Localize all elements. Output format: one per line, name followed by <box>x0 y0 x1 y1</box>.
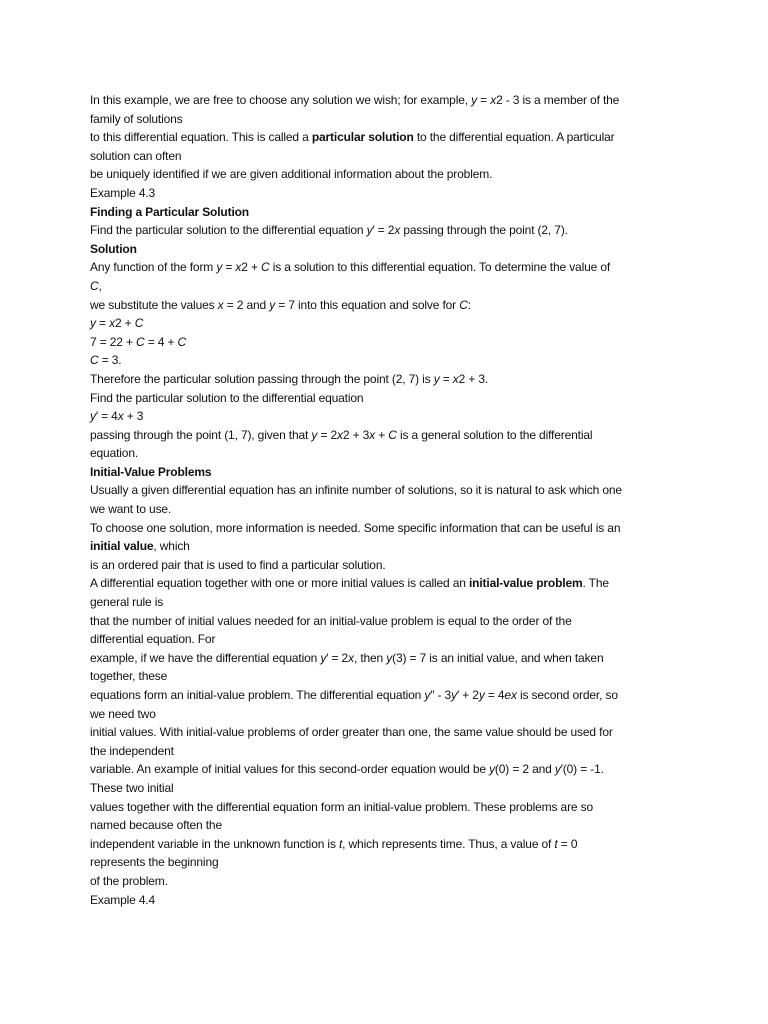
text-run: is second order, so <box>516 688 618 702</box>
text-run: = 4 <box>484 688 505 702</box>
text-run: Usually a given differential equation has an infinite number of solutions, so it is natural to ask which one <box>90 483 622 498</box>
italic-text: y <box>386 650 393 665</box>
text-line <box>90 203 678 222</box>
text-line <box>90 612 678 631</box>
italic-text: t <box>554 836 558 851</box>
italic-text: C <box>388 427 397 442</box>
text-line <box>90 277 678 296</box>
text-line <box>90 463 678 482</box>
text-line <box>90 110 678 129</box>
text-line <box>90 686 678 705</box>
text-run: = <box>95 316 110 331</box>
text-run: be uniquely identified if we are given additional information about the problem. <box>90 167 493 182</box>
text-run: represents the beginning <box>90 855 219 870</box>
text-run: = <box>476 93 491 107</box>
italic-text: x <box>217 297 224 312</box>
text-line <box>90 891 678 910</box>
text-line <box>90 779 678 798</box>
italic-text: C <box>136 334 145 349</box>
italic-text: y <box>311 427 318 442</box>
text-line <box>90 240 678 259</box>
text-line <box>90 165 678 184</box>
text-run: , which represents time. Thus, a value of <box>342 836 555 851</box>
text-run: To choose one solution, more information is needed. Some specific information that can be useful is an <box>90 520 621 535</box>
text-run: = 3. <box>98 353 122 368</box>
text-run: is a general solution to the differential <box>396 427 593 442</box>
italic-text: x <box>369 427 376 442</box>
bold-text: initial-value problem <box>468 576 583 591</box>
text-run: solution can often <box>90 148 182 163</box>
text-run: general rule is <box>90 595 164 610</box>
text-run: . The <box>582 576 609 591</box>
text-run: = 2 and <box>223 297 270 312</box>
text-run: to this differential equation. This is called a <box>90 130 312 145</box>
text-run: 2 + <box>114 316 135 331</box>
text-run: initial values. With initial-value problems of order greater than one, the same value should be used for <box>90 725 613 740</box>
italic-text: y <box>478 688 485 702</box>
text-run: + <box>375 427 389 442</box>
text-run: = <box>222 260 236 275</box>
text-run: is a solution to this differential equation. To determine the value of <box>269 260 611 275</box>
italic-text: y <box>433 371 440 386</box>
text-run: 7 = 22 + <box>90 334 137 349</box>
italic-text: x <box>117 409 124 424</box>
italic-text: x <box>109 316 115 331</box>
text-run: together, these <box>90 669 168 684</box>
italic-text: ex <box>504 688 517 702</box>
text-line <box>90 426 678 445</box>
text-run: ′ = 4 <box>95 409 118 424</box>
text-run: 2 + 3. <box>458 371 489 386</box>
text-line <box>90 649 678 668</box>
text-run: 2 + 3 <box>342 427 370 442</box>
text-run: (0) = 2 and <box>494 762 555 777</box>
italic-text: y <box>366 223 373 238</box>
text-run: passing through the point (2, 7). <box>400 223 568 238</box>
italic-text: x <box>337 427 343 442</box>
text-line <box>90 556 678 575</box>
text-run: family of solutions <box>90 111 183 126</box>
text-run: = <box>439 371 453 386</box>
text-run: example, if we have the differential equation <box>90 650 321 665</box>
bold-text: Initial-Value Problems <box>90 464 212 479</box>
text-line <box>90 574 678 593</box>
text-run: These two initial <box>90 780 174 795</box>
italic-text: y <box>320 650 327 665</box>
text-line <box>90 314 678 333</box>
italic-text: y <box>471 93 477 107</box>
italic-text: y <box>554 762 561 777</box>
text-run: that the number of initial values needed for an initial-value problem is equal to the order of the <box>90 613 572 628</box>
text-line <box>90 333 678 352</box>
bold-text: initial value <box>90 539 154 554</box>
text-run: + 3 <box>123 409 144 424</box>
italic-text: C <box>90 353 99 368</box>
text-line <box>90 370 678 389</box>
text-run: = 2 <box>317 427 338 442</box>
italic-text: C <box>261 260 270 275</box>
text-line <box>90 742 678 761</box>
text-line <box>90 481 678 500</box>
text-run: is an ordered pair that is used to find a particular solution. <box>90 557 386 572</box>
bold-text: Solution <box>90 241 137 256</box>
italic-text: y <box>216 260 223 275</box>
italic-text: C <box>177 334 187 349</box>
text-run: = 7 into this equation and solve for <box>275 297 460 312</box>
text-line <box>90 389 678 408</box>
document-body <box>90 91 678 909</box>
italic-text: x <box>394 223 401 238</box>
text-run: ′ = 2 <box>372 223 395 238</box>
text-run: we need two <box>90 706 156 721</box>
text-run: we substitute the values <box>90 297 218 312</box>
text-line <box>90 147 678 166</box>
text-run: , <box>98 278 102 293</box>
text-run: ′ + 2 <box>456 688 479 702</box>
italic-text: y <box>269 297 276 312</box>
text-run: , then <box>353 650 387 665</box>
text-run: ′(0) = -1. <box>560 762 604 777</box>
text-run: (3) = 7 is an initial value, and when taken <box>392 650 604 665</box>
text-run: independent variable in the unknown function is <box>90 836 339 851</box>
text-line <box>90 184 678 203</box>
text-run: named because often the <box>90 818 222 833</box>
text-line <box>90 630 678 649</box>
text-line <box>90 760 678 779</box>
text-run: ′ = 2 <box>326 650 349 665</box>
text-run: = 0 <box>557 836 578 851</box>
bold-text: particular solution <box>311 130 414 145</box>
text-run: , which <box>153 539 190 554</box>
text-run: Find the particular solution to the differential equation <box>90 223 367 238</box>
text-line <box>90 835 678 854</box>
text-run: to the differential equation. A particular <box>413 130 615 145</box>
text-run: passing through the point (1, 7), given that <box>90 427 312 442</box>
italic-text: x <box>348 650 354 665</box>
italic-text: x <box>235 260 242 275</box>
italic-text: y <box>90 316 96 331</box>
italic-text: t <box>338 836 343 851</box>
text-line <box>90 444 678 463</box>
text-line <box>90 221 678 240</box>
text-line <box>90 537 678 556</box>
bold-text: Finding a Particular Solution <box>90 204 249 219</box>
text-line <box>90 705 678 724</box>
text-line <box>90 258 678 277</box>
text-line <box>90 91 678 110</box>
text-run: variable. An example of initial values for this second-order equation would be <box>90 762 490 777</box>
italic-text: y <box>90 409 96 424</box>
italic-text: x <box>452 371 459 386</box>
text-run: Example 4.4 <box>90 892 156 907</box>
text-run: the independent <box>90 743 174 758</box>
italic-text: y <box>424 688 431 702</box>
text-run: Therefore the particular solution passing through the point (2, 7) is <box>90 371 434 386</box>
text-line <box>90 519 678 538</box>
text-line <box>90 593 678 612</box>
text-run: 2 - 3 is a member of the <box>496 93 620 107</box>
italic-text: C <box>459 297 468 312</box>
italic-text: C <box>134 316 144 331</box>
text-run: = 4 + <box>144 334 178 349</box>
text-run: values together with the differential equation form an initial-value problem. These problems are so <box>90 799 593 814</box>
text-run: Find the particular solution to the differential equation <box>90 390 364 405</box>
text-line <box>90 816 678 835</box>
text-run: differential equation. For <box>90 632 216 647</box>
text-run: equation. <box>90 446 139 461</box>
text-run: of the problem. <box>90 873 168 888</box>
text-line <box>90 296 678 315</box>
text-line <box>90 853 678 872</box>
text-run: we want to use. <box>90 502 172 517</box>
text-run: Any function of the form <box>90 260 217 275</box>
text-run: 2 + <box>241 260 262 275</box>
italic-text: x <box>490 93 497 107</box>
text-line <box>90 723 678 742</box>
italic-text: y <box>451 688 457 702</box>
text-run: equations form an initial-value problem. The differential equation <box>90 688 425 702</box>
text-run: ″ - 3 <box>430 688 452 702</box>
text-line <box>90 667 678 686</box>
text-line <box>90 128 678 147</box>
text-run: : <box>467 297 471 312</box>
text-line <box>90 500 678 519</box>
italic-text: y <box>489 762 495 777</box>
text-run: Example 4.3 <box>90 185 156 200</box>
text-line <box>90 351 678 370</box>
text-run: A differential equation together with one or more initial values is called an <box>90 576 469 591</box>
italic-text: C <box>90 278 99 293</box>
text-line <box>90 407 678 426</box>
text-line <box>90 798 678 817</box>
text-line <box>90 872 678 891</box>
text-run: In this example, we are free to choose any solution we wish; for example, <box>90 93 472 107</box>
